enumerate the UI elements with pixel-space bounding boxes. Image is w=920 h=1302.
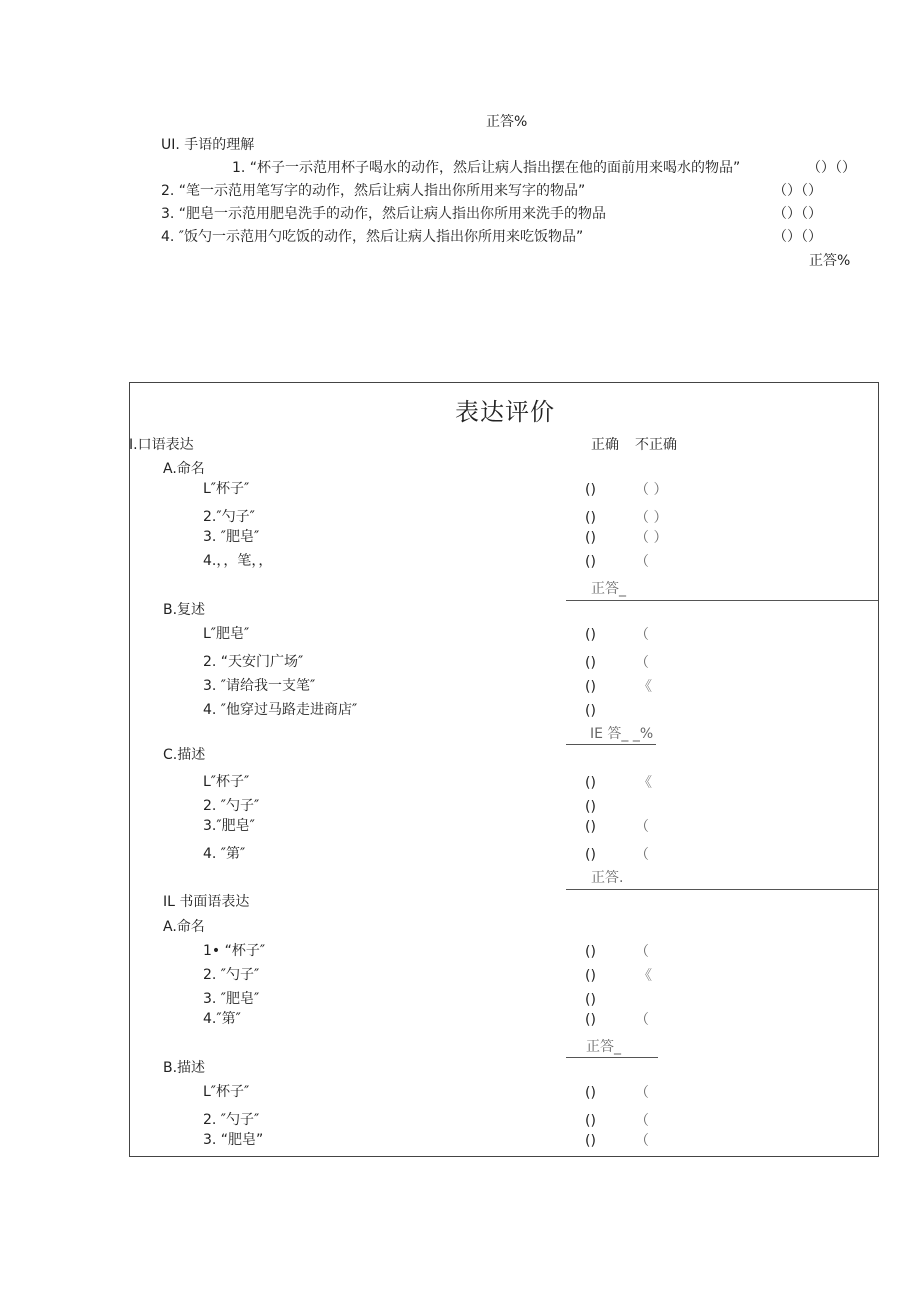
divider <box>566 600 878 601</box>
oral-naming-item-1: L″杯子″ <box>203 481 250 497</box>
score-bottom: 正答% <box>809 253 851 269</box>
written-naming-item-2-incorrect: 《 <box>638 968 652 984</box>
oral-repeat-item-3-incorrect: 《 <box>638 679 652 695</box>
divider <box>566 1057 658 1058</box>
oral-naming-item-2-correct: () <box>585 510 596 526</box>
oral-describe-item-3-incorrect: （ <box>635 819 649 835</box>
written-describe-item-2-incorrect: （ <box>635 1113 649 1129</box>
oral-naming-title: A.命名 <box>163 461 205 477</box>
oral-describe-item-4-correct: () <box>585 847 596 863</box>
oral-describe-item-3-correct: () <box>585 819 596 835</box>
written-naming-item-2-correct: () <box>585 968 596 984</box>
oral-repeat-item-2-correct: () <box>585 655 596 671</box>
written-naming-item-4-incorrect: （ <box>635 1012 649 1028</box>
sign-item-4-marks: （）（） <box>773 229 822 245</box>
divider <box>566 744 656 745</box>
oral-describe-item-2: 2. ″勺子″ <box>203 798 260 814</box>
oral-repeat-item-1-correct: () <box>585 627 596 643</box>
written-naming-item-1: 1• “杯子″ <box>203 943 266 959</box>
oral-naming-item-4-incorrect: （ <box>635 554 649 570</box>
written-describe-item-1: L″杯子″ <box>203 1084 250 1100</box>
written-describe-title: B.描述 <box>163 1060 206 1076</box>
written-naming-title: A.命名 <box>163 919 205 935</box>
oral-repeat-item-3: 3. ″请给我一支笔″ <box>203 678 316 694</box>
written-section-title: IL 书面语表达 <box>163 894 250 910</box>
written-naming-item-4-correct: () <box>585 1012 596 1028</box>
oral-naming-item-1-incorrect: （ ） <box>635 482 668 498</box>
oral-naming-score: 正答_ <box>591 581 626 597</box>
written-naming-item-4: 4.″第″ <box>203 1011 241 1027</box>
oral-describe-item-2-correct: () <box>585 799 596 815</box>
oral-naming-item-4-correct: () <box>585 554 596 570</box>
oral-repeat-item-2-incorrect: （ <box>635 655 649 671</box>
sign-item-3: 3. “肥皂一示范用肥皂洗手的动作，然后让病人指出你所用来洗手的物品 <box>161 206 607 222</box>
written-naming-item-2: 2. ″勺子″ <box>203 967 260 983</box>
oral-describe-item-1-correct: () <box>585 775 596 791</box>
oral-repeat-title: B.复述 <box>163 602 206 618</box>
sign-item-2-marks: （）（） <box>773 183 822 199</box>
sign-item-2: 2. “笔一示范用笔写字的动作，然后让病人指出你所用来写字的物品” <box>161 183 586 199</box>
sign-item-1: 1. “杯子一示范用杯子喝水的动作，然后让病人指出摆在他的面前用来喝水的物品” <box>232 160 741 176</box>
sign-item-4: 4. ″饭勺一示范用勺吃饭的动作，然后让病人指出你所用来吃饭物品” <box>161 229 584 245</box>
oral-naming-item-2-incorrect: （ ） <box>635 510 668 526</box>
oral-repeat-item-1: L″肥皂″ <box>203 626 250 642</box>
oral-repeat-item-2: 2. “天安门广场″ <box>203 654 304 670</box>
oral-repeat-item-1-incorrect: （ <box>635 627 649 643</box>
section-title-sign-language: UI. 手语的理解 <box>161 137 255 153</box>
score-top: 正答% <box>486 114 528 130</box>
written-describe-item-3-incorrect: （ <box>635 1133 649 1149</box>
written-describe-item-3-correct: () <box>585 1133 596 1149</box>
oral-naming-item-4: 4.，，笔，， <box>203 553 273 569</box>
expression-evaluation-table <box>129 382 879 1157</box>
oral-section-title: I.口语表达 <box>129 437 194 453</box>
written-naming-item-3: 3. ″肥皂″ <box>203 991 260 1007</box>
sign-item-3-marks: （）（） <box>773 206 822 222</box>
written-describe-item-2-correct: () <box>585 1113 596 1129</box>
oral-describe-item-4: 4. ″第″ <box>203 846 246 862</box>
oral-describe-item-3: 3.″肥皂″ <box>203 818 255 834</box>
divider <box>566 889 878 890</box>
oral-repeat-item-3-correct: () <box>585 679 596 695</box>
oral-describe-item-1-incorrect: 《 <box>638 775 652 791</box>
written-naming-item-3-correct: () <box>585 992 596 1008</box>
oral-describe-score: 正答. <box>591 870 624 886</box>
oral-describe-title: C.描述 <box>163 747 206 763</box>
written-describe-item-2: 2. ″勺子″ <box>203 1112 260 1128</box>
header-correct: 正确 <box>591 437 619 453</box>
header-incorrect: 不正确 <box>635 437 677 453</box>
written-naming-item-1-incorrect: （ <box>635 944 649 960</box>
oral-naming-item-3-correct: () <box>585 530 596 546</box>
oral-describe-item-1: L″杯子″ <box>203 774 250 790</box>
oral-repeat-item-4-correct: () <box>585 703 596 719</box>
written-describe-item-3: 3. “肥皂” <box>203 1132 264 1148</box>
written-naming-score: 正答_ <box>586 1039 621 1055</box>
oral-describe-item-4-incorrect: （ <box>635 847 649 863</box>
oral-naming-item-2: 2.″勺子″ <box>203 509 255 525</box>
written-describe-item-1-incorrect: （ <box>635 1085 649 1101</box>
oral-repeat-score: IE 答_ _% <box>590 726 654 742</box>
written-describe-item-1-correct: () <box>585 1085 596 1101</box>
oral-naming-item-3-incorrect: （ ） <box>635 530 668 546</box>
sign-item-1-marks: （）（） <box>807 160 856 176</box>
oral-repeat-item-4: 4. ″他穿过马路走进商店″ <box>203 702 358 718</box>
oral-naming-item-1-correct: () <box>585 482 596 498</box>
expression-title: 表达评价 <box>455 398 555 426</box>
written-naming-item-1-correct: () <box>585 944 596 960</box>
oral-naming-item-3: 3. ″肥皂″ <box>203 529 260 545</box>
